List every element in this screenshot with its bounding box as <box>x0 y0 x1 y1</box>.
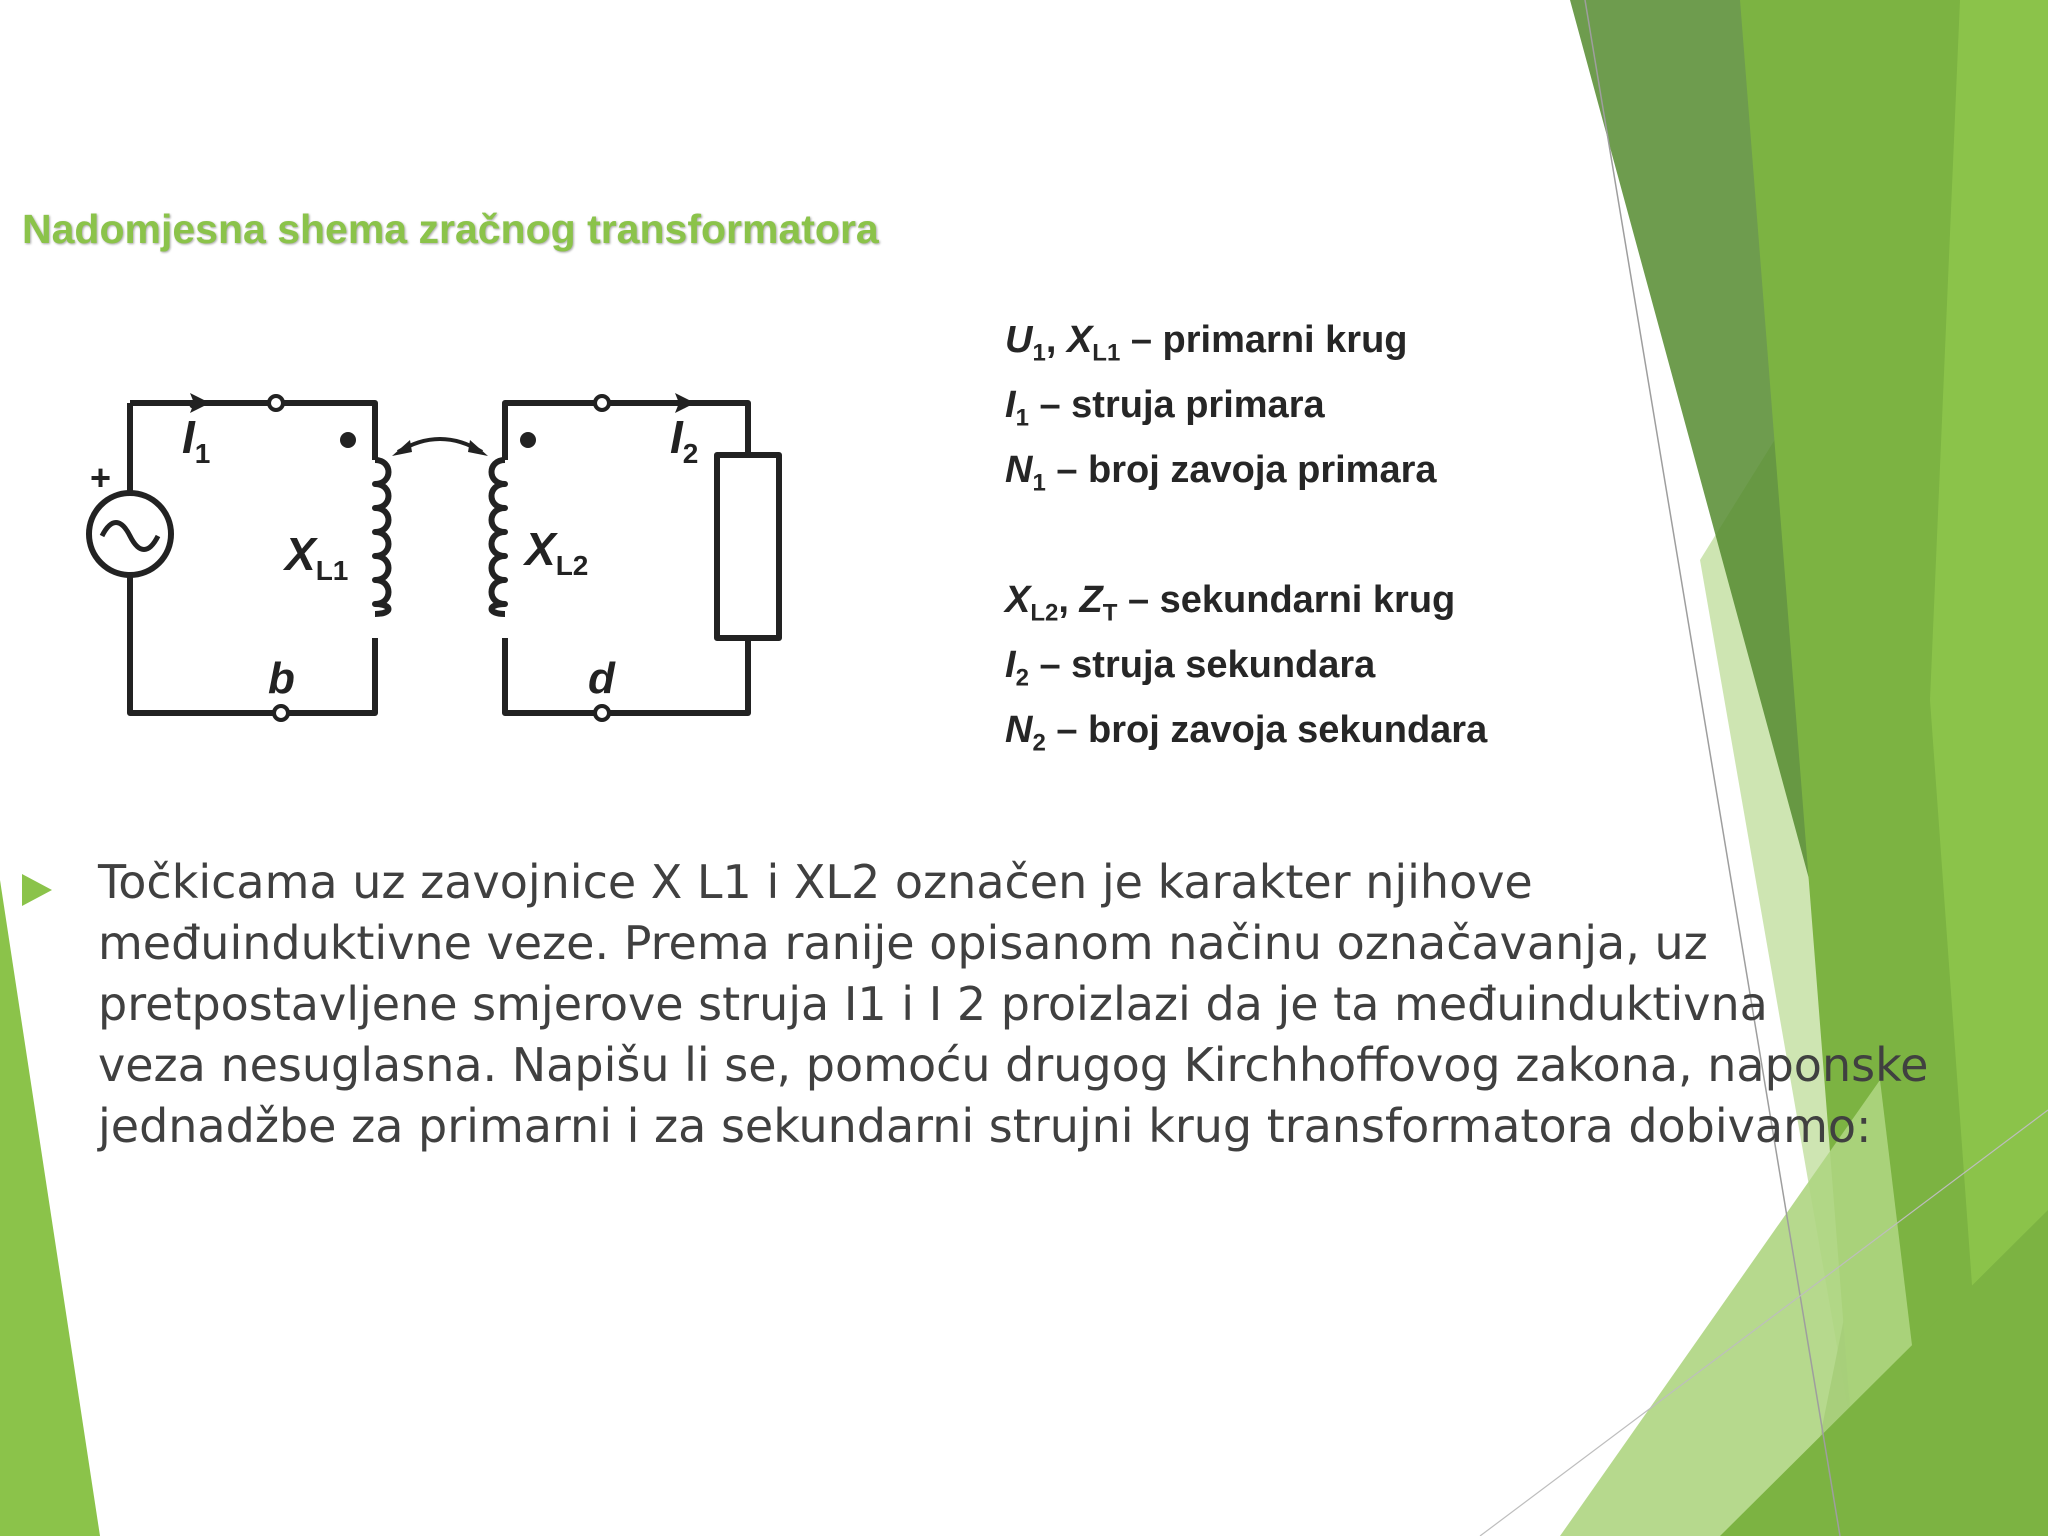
legend-subscript: 1 <box>1015 404 1029 432</box>
legend-secondary-group <box>1005 568 1487 763</box>
legend-subscript: 2 <box>1032 729 1046 757</box>
legend-symbol: Z <box>1079 579 1103 621</box>
polarity-dot-primary <box>340 432 356 448</box>
legend-symbol: X <box>1005 579 1031 621</box>
legend-description: – primarni krug <box>1120 319 1408 361</box>
node-b-label: b <box>268 654 295 703</box>
current1-label: $I_1$ <box>182 411 211 469</box>
legend-description: – sekundarni krug <box>1117 579 1456 621</box>
legend-subscript: L2 <box>1030 599 1059 627</box>
legend-description: – broj zavoja primara <box>1045 449 1437 491</box>
legend-symbol: X <box>1066 319 1093 361</box>
secondary-coil <box>492 460 506 614</box>
legend-symbol: I <box>1005 644 1016 686</box>
legend-line <box>1005 438 1487 503</box>
arrow-head-left <box>392 440 412 456</box>
legend-gap <box>1005 503 1487 568</box>
bullet-line: veza nesuglasna. Napišu li se, pomoću drugog Kirchhoffovog zakona, naponske <box>98 1038 1929 1092</box>
legend-line <box>1005 633 1487 698</box>
terminal-a <box>269 396 283 410</box>
circuit-diagram <box>80 360 800 730</box>
bullet-line: pretpostavljene smjerove struja I1 i I 2 proizlazi da je ta međuinduktivna <box>98 977 1768 1031</box>
bullet-line: međuinduktivne veze. Prema ranije opisanom načinu označavanja, uz <box>98 916 1708 970</box>
legend-symbol: U <box>1005 319 1033 361</box>
current1-dot <box>190 402 197 409</box>
current2-label: $I_2$ <box>670 411 699 469</box>
load-impedance <box>717 455 779 638</box>
arrow-head-right <box>468 440 488 456</box>
bullet-arrow-icon <box>22 874 52 906</box>
terminal-c <box>595 396 609 410</box>
legend-subscript: 1 <box>1032 339 1046 367</box>
legend-description: – struja sekundara <box>1028 644 1376 686</box>
reactance2-label: $X_{L2}$ <box>525 523 589 581</box>
left-bottom-wedge <box>0 880 100 1536</box>
current2-dot <box>680 402 687 409</box>
bullet-text <box>98 852 1928 1157</box>
legend-line: $X_{L2}$, $Z_T$ – sekundarni krug <box>1005 579 1456 627</box>
terminal-b <box>274 706 288 720</box>
terminal-d <box>595 706 609 720</box>
legend-description: – struja primara <box>1028 384 1325 426</box>
legend-symbol: N <box>1005 709 1033 751</box>
bullet-line: jednadžbe za primarni i za sekundarni strujni krug transformatora dobivamo: <box>98 1099 1872 1153</box>
plus-sign: + <box>90 457 112 498</box>
legend-subscript: 1 <box>1032 469 1046 497</box>
legend-symbol: I <box>1005 384 1016 426</box>
legend-primary-group <box>1005 308 1487 503</box>
polarity-dot-secondary <box>520 432 536 448</box>
legend-subscript: T <box>1102 599 1118 627</box>
legend-description: – broj zavoja sekundara <box>1045 709 1488 751</box>
legend-line <box>1005 698 1487 763</box>
legend-subscript: L1 <box>1092 339 1121 367</box>
bullet-line: Točkicama uz zavojnice X L1 i XL2 označen je karakter njihove <box>98 855 1533 909</box>
legend-symbol: N <box>1005 449 1033 491</box>
legend-line: $U_1$, $X_{L1}$ – primarni krug <box>1005 319 1408 367</box>
legend-line <box>1005 373 1487 438</box>
node-d-label: d <box>588 654 615 703</box>
primary-coil <box>375 460 389 614</box>
legend-subscript: 2 <box>1015 664 1029 692</box>
slide-title: Nadomjesna shema zračnog transformatora <box>22 206 879 252</box>
reactance1-label: $X_{L1}$ <box>285 528 349 586</box>
legend <box>1005 308 1487 763</box>
